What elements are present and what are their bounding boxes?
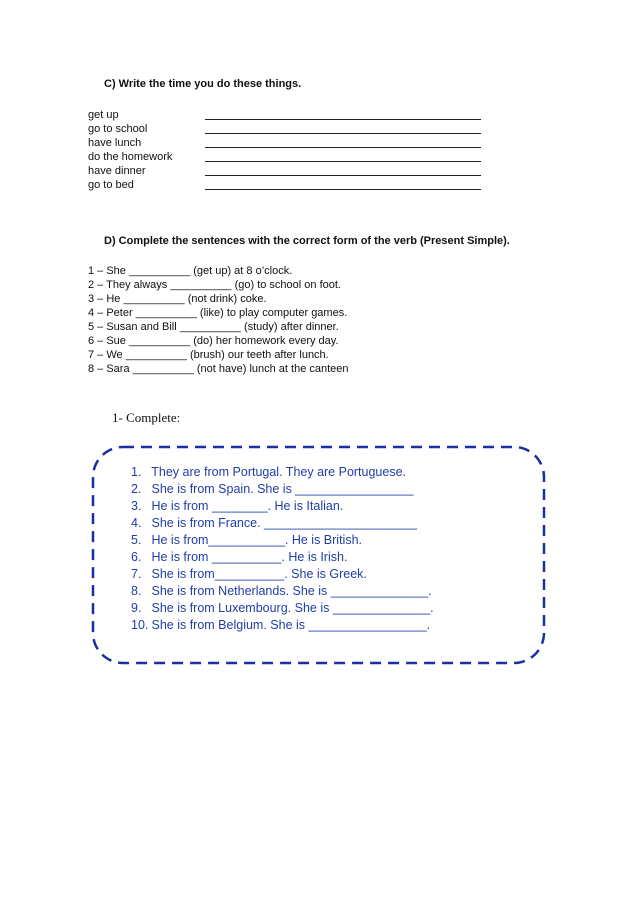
complete-item — [131, 549, 347, 566]
complete-item — [131, 583, 432, 600]
item-number: 10. — [131, 618, 149, 632]
item-text: He is from __________. He is Irish. — [151, 550, 348, 564]
item-text: They are from Portugal. They are Portuguese. — [151, 465, 407, 479]
item-number: 3. — [131, 499, 142, 513]
item-text: She is from Belgium. She is _________________. — [151, 618, 431, 632]
exercise-1-title: 1- Complete: — [112, 410, 181, 425]
item-number: 9. — [131, 601, 142, 615]
sentence-item: 4 – Peter __________ (like) to play computer games. — [88, 307, 348, 319]
section-d-title: D) Complete the sentences with the correct form of the verb (Present Simple). — [104, 235, 510, 247]
item-number: 4. — [131, 516, 142, 530]
item-text: He is from ________. He is Italian. — [151, 499, 344, 513]
sentence-item: 7 – We __________ (brush) our teeth after lunch. — [88, 349, 329, 361]
item-text: She is from Luxembourg. She is ______________. — [151, 601, 434, 615]
complete-item — [131, 617, 430, 634]
sentence-item: 5 – Susan and Bill __________ (study) after dinner. — [88, 321, 339, 333]
item-number: 2. — [131, 482, 142, 496]
activity-label: get up — [88, 109, 119, 121]
sentence-item: 3 – He __________ (not drink) coke. — [88, 293, 267, 305]
sentence-item: 1 – She __________ (get up) at 8 o’clock. — [88, 265, 293, 277]
complete-item — [131, 498, 343, 515]
item-text: She is from France. ______________________ — [151, 516, 417, 530]
complete-item — [131, 600, 434, 617]
item-number: 5. — [131, 533, 142, 547]
complete-item — [131, 481, 413, 498]
item-number: 8. — [131, 584, 142, 598]
activity-label: do the homework — [88, 151, 173, 163]
complete-item — [131, 464, 406, 481]
sentence-item: 2 – They always __________ (go) to school on foot. — [88, 279, 341, 291]
complete-item — [131, 566, 367, 583]
activity-label: have lunch — [88, 137, 142, 149]
item-number: 6. — [131, 550, 142, 564]
sentence-item: 8 – Sara __________ (not have) lunch at the canteen — [88, 363, 349, 375]
section-c-title: C) Write the time you do these things. — [104, 78, 302, 90]
item-text: She is from__________. She is Greek. — [151, 567, 367, 581]
complete-item — [131, 532, 362, 549]
activity-label: have dinner — [88, 165, 146, 177]
item-number: 7. — [131, 567, 142, 581]
item-number: 1. — [131, 465, 142, 479]
activity-label: go to school — [88, 123, 148, 135]
complete-item — [131, 515, 417, 532]
item-text: He is from___________. He is British. — [151, 533, 363, 547]
sentence-item: 6 – Sue __________ (do) her homework every day. — [88, 335, 339, 347]
item-text: She is from Netherlands. She is ______________. — [151, 584, 432, 598]
activity-label: go to bed — [88, 179, 134, 191]
item-text: She is from Spain. She is _________________ — [151, 482, 414, 496]
